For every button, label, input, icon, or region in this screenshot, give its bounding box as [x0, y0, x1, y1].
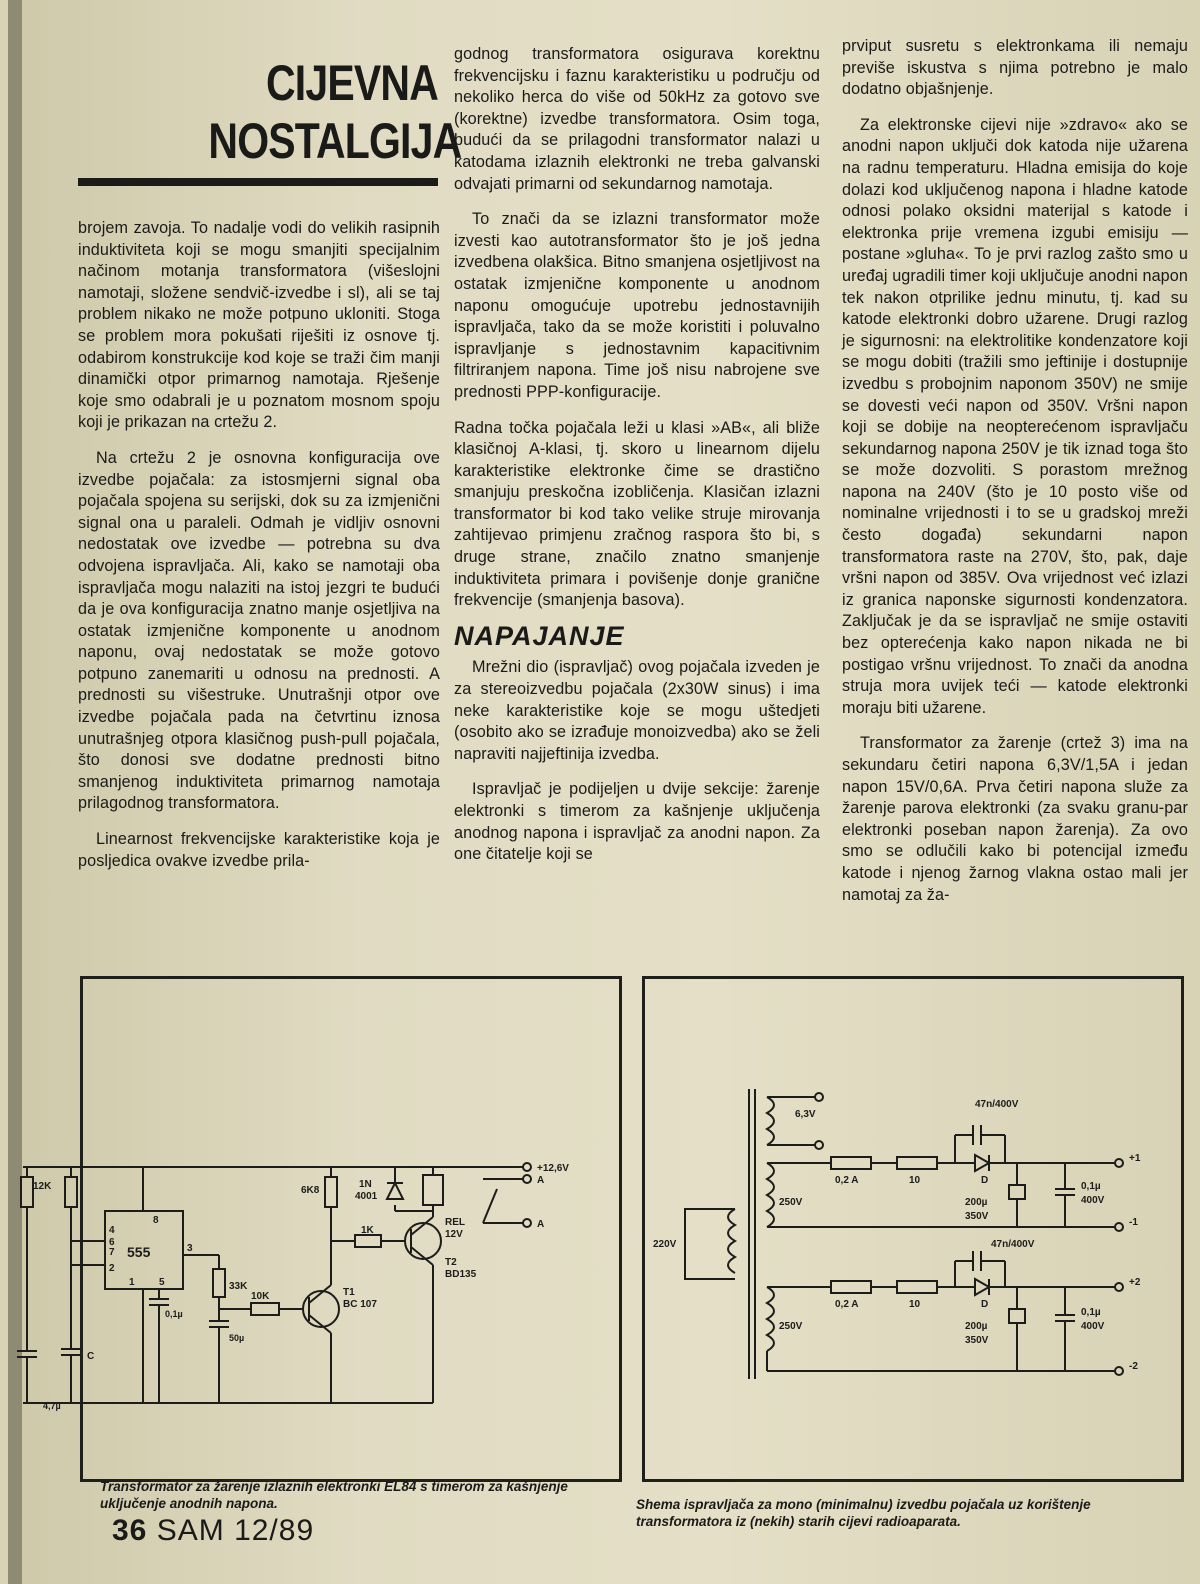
label-c01-2: 0,1µ: [1081, 1307, 1101, 1318]
text-column-2: [454, 44, 820, 880]
timer-schematic-svg: [33, 979, 619, 1479]
label-elko-2: 200µ: [965, 1321, 988, 1332]
figure-rectifier-schematic: [642, 976, 1184, 1482]
label-6k8: 6K8: [301, 1185, 320, 1196]
label-out-minus2: -2: [1129, 1361, 1138, 1372]
label-out-plus2: +2: [1129, 1277, 1141, 1288]
label-pin7: 7: [109, 1247, 115, 1258]
paragraph: Za elektronske cijevi nije »zdravo« ako se anodni napon uključi dok katoda nije užarena na radnu temperaturu. Hladna emisija do koje dolazi kod uključenog napona i hladne katode odnosi polako oksidni materijal s katode i elektronka prije vremena izgubi emisiju — postane »gluha«. To je prvi razlog zašto smo u uređaj ugradili timer koji uključuje anodni napon tek nakon otprilike jednu minutu, tj. kad su katode elektronki dobro užarene. Drugi razlog je sigurnosni: na elektrolitike kondenzatore koji se mogu dobiti (tražili smo jeftinije i dostupnije izvedbu s probojnim naponom 350V) ne smije se dovesti veći napon od 350V. Vršni napon koji se dobije na neopterećenom ispravljaču sekundarnog napona 250V je tik iznad toga što se može dozvoliti. S porastom mrežnog napona na 240V (što je 10 posto više od nominalne vrijednosti i to se u gradskoj mreži često događa) sekundarni napon transformatora raste na 270V, što, pak, daje vršni napon od 385V. Ova vrijednost već izlazi iz granica naponske sigurnosti kondenzatora. Zaključak je da se ispravljač ne smije ostaviti bez opterećenja kako napon nikada ne bi postigao vršnu vrijednost. To znači da anodna struja mora uvijek teći — katode elektronki moraju biti užarene.: [842, 115, 1188, 717]
label-t1: T1: [343, 1287, 355, 1298]
label-6v3: 6,3V: [795, 1109, 816, 1120]
label-c01-1: 0,1µ: [1081, 1181, 1101, 1192]
label-a1: A: [537, 1175, 545, 1186]
text-column-3: [842, 36, 1188, 920]
paragraph: brojem zavoja. To nadalje vodi do velikih rasipnih induktiviteta koji se mogu smanjiti specijalnim načinom motanja transformatora (višeslojni namotaji, složene sendvič-izvedbe i sl), ali se taj problem nikako ne može potpuno ukloniti. Stoga se problem mora pokušati riješiti iz osnove tj. odabirom konstrukcije kod koje se traži čim manji dinamički otpor primarnog namotaja. Rješenje koje smo odabrali je u poznatom mosnom spoju koji je prikazan na crtežu 2.: [78, 219, 440, 432]
label-c01: 0,1µ: [165, 1309, 183, 1319]
label-rel: REL: [445, 1217, 465, 1228]
label-pin5: 5: [159, 1277, 165, 1288]
label-elko-1: 200µ: [965, 1197, 988, 1208]
label-diode-2: 4001: [355, 1191, 378, 1202]
label-diode-1: 1N: [359, 1179, 372, 1190]
label-out-plus1: +1: [1129, 1153, 1141, 1164]
label-220v: 220V: [653, 1239, 677, 1250]
label-33k: 33K: [229, 1281, 248, 1292]
label-vcc: +12,6V: [537, 1163, 569, 1174]
label-c01-2-v: 400V: [1081, 1321, 1105, 1332]
label-cap-47n-2: 47n/400V: [991, 1239, 1035, 1250]
figure-timer-schematic: [33, 976, 622, 1482]
label-pin2: 2: [109, 1263, 115, 1274]
text-column-1: [78, 218, 440, 886]
label-bd135: BD135: [445, 1269, 477, 1280]
label-555: 555: [127, 1244, 151, 1260]
rectifier-schematic-svg: [645, 979, 1181, 1479]
label-12k: 12K: [33, 1181, 52, 1192]
title-line-2: NOSTALGIJA: [208, 113, 462, 169]
section-heading: NAPAJANJE: [454, 620, 625, 651]
paragraph: Transformator za žarenje (crtež 3) ima na sekundaru četiri napona 6,3V/1,5A i jedan napon 15V/0,6A. Prva četiri napona služe za žarenje parova elektronki (za svaku granu-par elektronki poseban napon žarenja). Za ovo smo se odlučili kako bi potencijal između katode i njenog žarnog vlakna ostao mali jer namotaj za ža-: [842, 734, 1188, 904]
label-fuse-2: 0,2 A: [835, 1299, 859, 1310]
label-250v-2: 250V: [779, 1321, 803, 1332]
label-a2: A: [537, 1219, 545, 1230]
paragraph: Na crtežu 2 je osnovna konfiguracija ove izvedbe pojačala: za istosmjerni signal oba pojačala spojena su serijski, dok su za izmjenični signal ona u paraleli. Odmah je vidljiv osnovni nedostatak ove izvedbe — potrebna su dva odvojena ispravljača. Ali, kako se namotaji oba ispravljača mogu nalaziti na istoj jezgri te budući da je ova konfiguracija znatno manje osjetljiva na ostatak izmjenične komponente u anodnom naponu, ovaj nedostatak se može gotovo potpuno zanemariti u odnosu na prednosti. A prednosti su višestruke. Unutrašnji otpor ove izvedbe pojačala pada na četvrtinu iznosa unutrašnjeg otpora klasičnog push-pull pojačala, što donosi sve dodatne prednosti bitno smanjenog induktiviteta primarnog namotaja prilagodnog transformatora.: [78, 448, 440, 813]
label-c: C: [87, 1351, 95, 1362]
label-c01-1-v: 400V: [1081, 1195, 1105, 1206]
page-footer: [112, 1514, 314, 1548]
label-rel-12v: 12V: [445, 1229, 463, 1240]
paragraph: Ispravljač je podijeljen u dvije sekcije: žarenje elektronki s timerom za kašnjenje uključenja anodnog napona i ispravljač za anodni napon. Za one čitatelje koji se: [454, 780, 820, 864]
label-diode-1: D: [981, 1175, 989, 1186]
label-10k: 10K: [251, 1291, 270, 1302]
figure-2-caption: Shema ispravljača za mono (minimalnu) izvedbu pojačala uz korištenje transformatora iz (nekih) starih cijevi radioaparata.: [636, 1497, 1091, 1529]
label-pin8: 8: [153, 1215, 159, 1226]
figure-1-caption: Transformator za žarenje izlaznih elektronki EL84 s timerom za kašnjenje uključenje anodnih napona.: [100, 1479, 568, 1511]
label-250v-1: 250V: [779, 1197, 803, 1208]
label-t2: T2: [445, 1257, 457, 1268]
label-pin6: 6: [109, 1237, 115, 1248]
magazine-page: [8, 0, 1188, 1584]
label-r10-1: 10: [909, 1175, 921, 1186]
label-diode-2: D: [981, 1299, 989, 1310]
label-cap-47n-1: 47n/400V: [975, 1099, 1019, 1110]
label-elko-2-v: 350V: [965, 1335, 989, 1346]
label-c50: 50µ: [229, 1333, 245, 1343]
label-pin4: 4: [109, 1225, 115, 1236]
paragraph: godnog transformatora osigurava korektnu frekvencijsku i faznu karakteristiku u području od nekoliko herca do više od 50kHz za gotovo sve (korektne) izvedbe transformatora. Osim toga, budući da se prilagodni transformator nalazi u katodama izlaznih elektronki ne treba galvanski odvajati primarni od sekundarnog namotaja.: [454, 45, 820, 193]
label-pin3: 3: [187, 1243, 193, 1254]
label-pin1: 1: [129, 1277, 135, 1288]
label-fuse-1: 0,2 A: [835, 1175, 859, 1186]
label-c47: 4,7µ: [43, 1401, 61, 1411]
paragraph: To znači da se izlazni transformator može izvesti kao autotransformator što je još jedna izvedbena olakšica. Bitno smanjena osjetljivost na ostatak izmjenične komponente u anodnom naponu omogućuje upotrebu jednostavnijih ispravljača, tako da se može koristiti i poluvalno ispravljanje s jednostavnim kapacitivnim filtriranjem napona. Time još nisu nabrojene sve prednosti PPP-konfiguracije.: [454, 210, 820, 401]
label-r10-2: 10: [909, 1299, 921, 1310]
paragraph: Radna točka pojačala leži u klasi »AB«, ali bliže klasičnoj A-klasi, tj. skoro u linearnom dijelu karakteristike elektronke čime se drastično smanjuju preskočna izobličenja. Klasičan izlazni transformator bi kod tako velike struje mirovanja zahtijevao primjenu zračnog raspora što bi, s druge strane, značilo znatno smanjenje induktiviteta primara i povišenje donje granične frekvencije (smanjenja basova).: [454, 418, 820, 610]
paragraph: Linearnost frekvencijske karakteristike koja je posljedica ovakve izvedbe prila-: [78, 830, 440, 870]
label-out-minus1: -1: [1129, 1217, 1138, 1228]
magazine-issue: SAM 12/89: [156, 1514, 315, 1547]
article-title: [208, 54, 462, 170]
paragraph: Mrežni dio (ispravljač) ovog pojačala izveden je za stereoizvedbu pojačala (2x30W sinus) i ima neke karakteristike koje se mogu uštedjeti (osobito ako se izrađuje monoizvedba) ako se želi napraviti najjeftinija izvedba.: [454, 658, 820, 763]
label-1k: 1K: [361, 1225, 374, 1236]
label-elko-1-v: 350V: [965, 1211, 989, 1222]
page-edge: [8, 0, 22, 1584]
title-rule: [78, 178, 438, 186]
title-line-1: CIJEVNA: [266, 55, 438, 111]
page-number: 36: [112, 1514, 148, 1547]
label-bc107: BC 107: [343, 1299, 377, 1310]
paragraph: prviput susretu s elektronkama ili nemaju previše iskustva s njima potrebno je malo dodatno objašnjenje.: [842, 37, 1188, 99]
